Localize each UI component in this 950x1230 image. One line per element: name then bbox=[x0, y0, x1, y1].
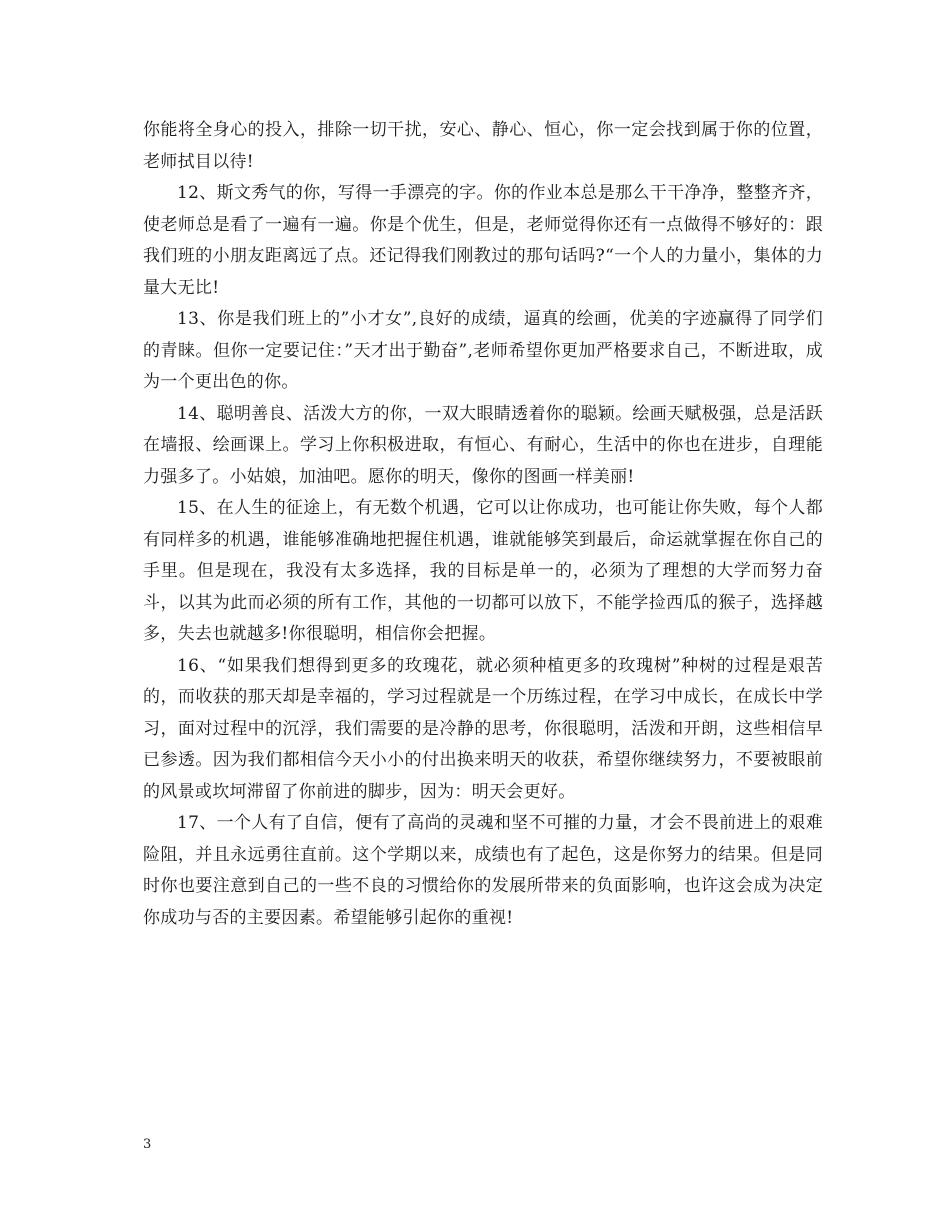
paragraph-continuation: 你能将全身心的投入，排除一切干扰，安心、静心、恒心，你一定会找到属于你的位置，老师拭目以待! bbox=[143, 120, 823, 172]
paragraph-15: 15、在人生的征途上，有无数个机遇，它可以让你成功，也可能让你失败，每个人都有同样多的机遇，谁能够准确地把握住机遇，谁就能够笑到最后，命运就掌握在你自己的手里。但是现在，我没有太多选择，我的目标是单一的，必须为了理想的大学而努力奋斗，以其为此而必须的所有工作，其他的一切都可以放下，不能学捡西瓜的猴子，选择越多，失去也就越多!你很聪明，相信你会把握。 bbox=[143, 498, 823, 644]
paragraph-12: 12、斯文秀气的你，写得一手漂亮的字。你的作业本总是那么干干净净，整整齐齐，使老师总是看了一遍有一遍。你是个优生，但是，老师觉得你还有一点做得不够好的：跟我们班的小朋友距离远了点。还记得我们刚教过的那句话吗?“一个人的力量小，集体的力量大无比! bbox=[143, 183, 823, 298]
paragraph-16: 16、“如果我们想得到更多的玫瑰花，就必须种植更多的玫瑰树”种树的过程是艰苦的，而收获的那天却是幸福的，学习过程就是一个历练过程，在学习中成长，在成长中学习，面对过程中的沉浮，我们需要的是冷静的思考，你很聪明，活泼和开朗，这些相信早已参透。因为我们都相信今天小小的付出换来明天的收获，希望你继续努力，不要被眼前的风景或坎坷滞留了你前进的脚步，因为：明天会更好。 bbox=[143, 655, 823, 802]
paragraph-13: 13、你是我们班上的”小才女”,良好的成绩，逼真的绘画，优美的字迹赢得了同学们的青睐。但你一定要记住：”天才出于勤奋”,老师希望你更加严格要求自己，不断进取，成为一个更出色的你。 bbox=[143, 309, 823, 392]
document-body bbox=[143, 115, 823, 934]
page-number: 3 bbox=[143, 1137, 152, 1152]
paragraph-17: 17、一个人有了自信，便有了高尚的灵魂和坚不可摧的力量，才会不畏前进上的艰难险阻，并且永远勇往直前。这个学期以来，成绩也有了起色，这是你努力的结果。但是同时你也要注意到自己的一些不良的习惯给你的发展所带来的负面影响，也许这会成为决定你成功与否的主要因素。希望能够引起你的重视! bbox=[143, 813, 823, 928]
paragraph-14: 14、聪明善良、活泼大方的你，一双大眼睛透着你的聪颖。绘画天赋极强，总是活跃在墙报、绘画课上。学习上你积极进取，有恒心、有耐心，生活中的你也在进步，自理能力强多了。小姑娘，加油吧。愿你的明天，像你的图画一样美丽! bbox=[143, 403, 823, 487]
